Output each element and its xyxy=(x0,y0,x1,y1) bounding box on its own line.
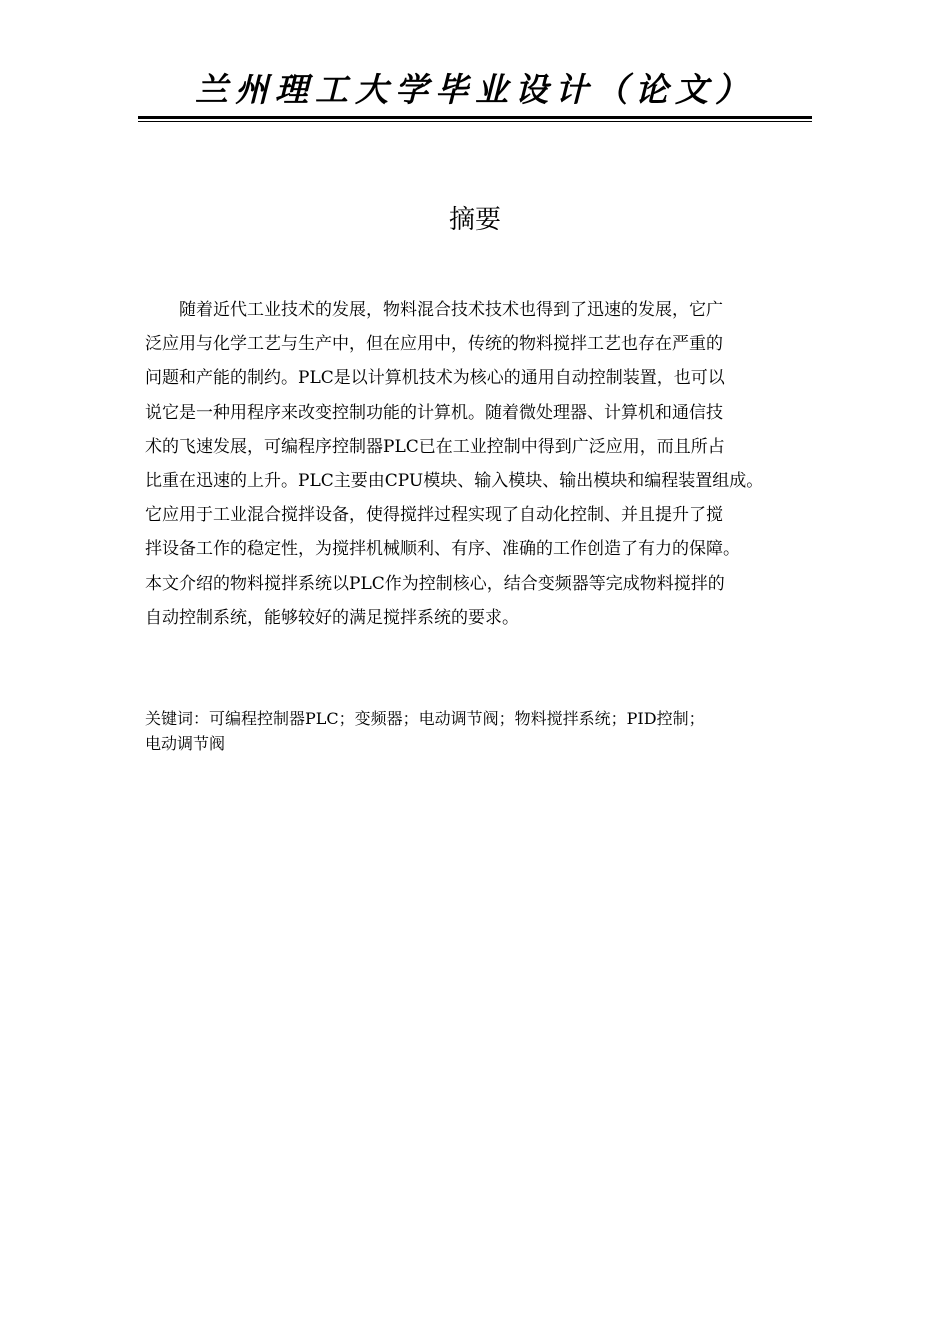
abstract-line: 本文介绍的物料搅拌系统以PLC作为控制核心，结合变频器等完成物料搅拌的 xyxy=(145,573,725,594)
keywords-text: 可编程控制器PLC；变频器；电动调节阀；物料搅拌系统；PID控制； xyxy=(209,709,705,728)
abstract-line: 问题和产能的制约。PLC是以计算机技术为核心的通用自动控制装置，也可以 xyxy=(145,368,725,389)
abstract-line: 随着近代工业技术的发展，物料混合技术技术也得到了迅速的发展，它广 xyxy=(179,300,723,320)
abstract-line: 自动控制系统，能够较好的满足搅拌系统的要求。 xyxy=(145,607,519,628)
keywords-line xyxy=(145,706,812,731)
abstract-title: 摘要 xyxy=(448,205,501,235)
abstract-line: 术的飞速发展，可编程序控制器PLC已在工业控制中得到广泛应用，而且所占 xyxy=(145,436,725,457)
keywords-block xyxy=(145,706,812,756)
header-rule-thick xyxy=(138,116,812,119)
abstract-paragraph xyxy=(145,293,812,635)
header-rule-thin xyxy=(138,121,812,122)
abstract-line: 泛应用与化学工艺与生产中，但在应用中，传统的物料搅拌工艺也存在严重的 xyxy=(145,334,723,355)
keywords-text-continued: 电动调节阀 xyxy=(145,734,226,753)
abstract-line: 它应用于工业混合搅拌设备，使得搅拌过程实现了自动化控制、并且提升了搅 xyxy=(145,505,723,526)
abstract-line: 拌设备工作的稳定性，为搅拌机械顺利、有序、准确的工作创造了有力的保障。 xyxy=(145,539,740,560)
keywords-label: 关键词： xyxy=(145,709,210,728)
abstract-line: 比重在迅速的上升。PLC主要由CPU模块、输入模块、输出模块和编程装置组成。 xyxy=(145,471,764,492)
abstract-line: 说它是一种用程序来改变控制功能的计算机。随着微处理器、计算机和通信技 xyxy=(145,402,723,423)
running-header-title: 兰州理工大学毕业设计（论文） xyxy=(195,70,755,109)
